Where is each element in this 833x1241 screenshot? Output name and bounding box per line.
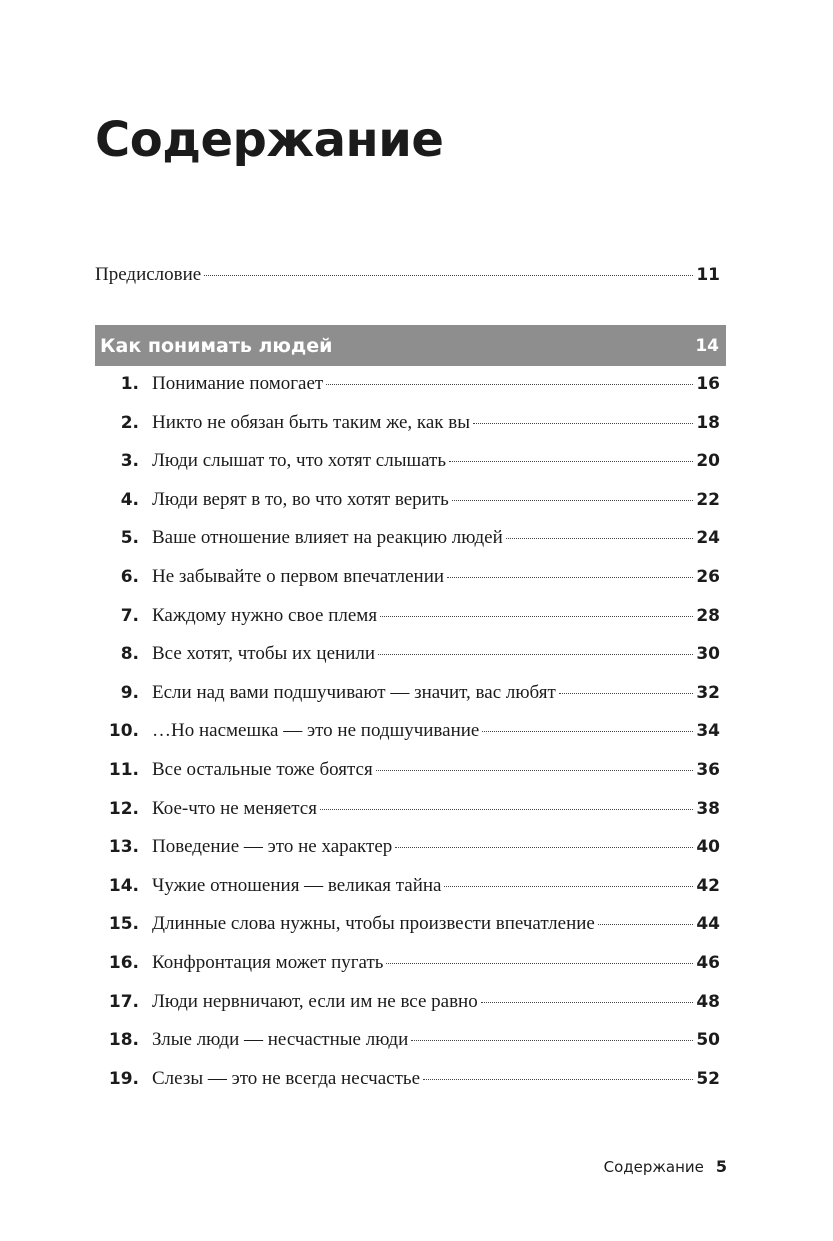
chapter-page: 22: [696, 489, 720, 510]
chapter-title: Никто не обязан быть таким же, как вы: [152, 411, 471, 433]
toc-entry-chapter-12[interactable]: [95, 798, 720, 837]
chapter-title: Ваше отношение влияет на реакцию людей: [152, 527, 503, 549]
toc-entry-chapter-16[interactable]: [95, 952, 720, 991]
chapter-number: 19.: [108, 1068, 139, 1089]
chapter-list: [95, 373, 720, 1106]
toc-entry-chapter-19[interactable]: [95, 1068, 720, 1107]
chapter-page: 50: [696, 1030, 720, 1051]
dot-leader: [598, 924, 693, 925]
section-page: 14: [695, 335, 719, 356]
chapter-number: 13.: [108, 837, 139, 858]
chapter-page: 32: [696, 682, 720, 703]
toc-entry-chapter-4[interactable]: [95, 489, 720, 528]
chapter-number: 5.: [120, 528, 139, 549]
running-footer-title: Содержание: [603, 1158, 704, 1176]
dot-leader: [447, 577, 693, 578]
chapter-number: 2.: [120, 412, 139, 433]
toc-entry-chapter-6[interactable]: [95, 566, 720, 605]
chapter-title: Если над вами подшучивают — значит, вас любят: [152, 681, 556, 703]
chapter-title: Люди верят в то, во что хотят верить: [152, 488, 449, 510]
chapter-title: Поведение — это не характер: [152, 836, 393, 858]
toc-entry-chapter-7[interactable]: [95, 605, 720, 644]
dot-leader: [452, 500, 694, 501]
chapter-number: 4.: [120, 489, 139, 510]
toc-entry-preface[interactable]: [95, 264, 720, 286]
dot-leader: [395, 847, 693, 848]
toc-entry-chapter-10[interactable]: [95, 720, 720, 759]
dot-leader: [449, 461, 693, 462]
toc-entry-chapter-5[interactable]: [95, 527, 720, 566]
dot-leader: [481, 1002, 694, 1003]
chapter-title: Каждому нужно свое племя: [152, 604, 378, 626]
toc-entry-chapter-14[interactable]: [95, 875, 720, 914]
section-header[interactable]: [95, 325, 726, 366]
chapter-page: 20: [696, 451, 720, 472]
toc-entry-title: Предисловие: [95, 264, 202, 285]
chapter-number: 8.: [120, 644, 139, 665]
dot-leader: [482, 731, 693, 732]
dot-leader: [386, 963, 693, 964]
chapter-page: 46: [696, 952, 720, 973]
chapter-page: 16: [696, 374, 720, 394]
chapter-number: 3.: [120, 451, 139, 472]
chapter-number: 12.: [108, 798, 139, 819]
page-footer: [604, 1157, 727, 1176]
dot-leader: [380, 616, 693, 617]
toc-entry-chapter-17[interactable]: [95, 991, 720, 1030]
toc-entry-chapter-8[interactable]: [95, 643, 720, 682]
toc-entry-chapter-18[interactable]: [95, 1029, 720, 1068]
chapter-number: 1.: [120, 374, 139, 394]
dot-leader: [559, 693, 694, 694]
chapter-title: Слезы — это не всегда несчастье: [152, 1067, 421, 1089]
chapter-title: Злые люди — несчастные люди: [152, 1029, 409, 1051]
chapter-page: 30: [696, 644, 720, 665]
chapter-title: Люди слышат то, что хотят слышать: [152, 450, 447, 472]
chapter-number: 17.: [108, 991, 139, 1012]
chapter-number: 11.: [108, 759, 139, 780]
chapter-title: Длинные слова нужны, чтобы произвести впечатление: [152, 913, 595, 935]
chapter-number: 6.: [120, 566, 139, 587]
page-number: 5: [715, 1157, 727, 1176]
toc-entry-chapter-9[interactable]: [95, 682, 720, 721]
chapter-page: 34: [696, 721, 720, 742]
chapter-page: 24: [696, 528, 720, 549]
toc-entry-chapter-11[interactable]: [95, 759, 720, 798]
dot-leader: [204, 275, 693, 276]
chapter-number: 15.: [108, 914, 139, 935]
chapter-page: 40: [696, 837, 720, 858]
dot-leader: [506, 538, 694, 539]
dot-leader: [378, 654, 693, 655]
chapter-page: 38: [696, 798, 720, 819]
chapter-title: Конфронтация может пугать: [152, 951, 384, 973]
chapter-page: 44: [696, 914, 720, 935]
dot-leader: [444, 886, 693, 887]
chapter-page: 28: [696, 605, 720, 626]
dot-leader: [326, 384, 693, 385]
toc-entry-page: 11: [696, 265, 720, 285]
toc-entry-chapter-13[interactable]: [95, 836, 720, 875]
chapter-title: Люди нервничают, если им не все равно: [152, 990, 478, 1012]
chapter-title: Все хотят, чтобы их ценили: [152, 643, 376, 665]
dot-leader: [473, 423, 693, 424]
chapter-page: 48: [696, 991, 720, 1012]
chapter-title: Понимание помогает: [152, 373, 324, 394]
chapter-page: 42: [696, 875, 720, 896]
chapter-number: 18.: [108, 1030, 139, 1051]
chapter-title: Не забывайте о первом впечатлении: [152, 565, 445, 587]
page-title: Содержание: [95, 112, 444, 168]
chapter-number: 14.: [108, 875, 139, 896]
chapter-number: 7.: [120, 605, 139, 626]
chapter-title: …Но насмешка — это не подшучивание: [152, 720, 480, 742]
toc-entry-chapter-3[interactable]: [95, 450, 720, 489]
section-title: Как понимать людей: [100, 334, 333, 357]
dot-leader: [376, 770, 694, 771]
chapter-title: Кое-что не меняется: [152, 797, 317, 819]
chapter-page: 18: [696, 412, 720, 433]
chapter-title: Чужие отношения — великая тайна: [152, 874, 442, 896]
chapter-number: 10.: [108, 721, 139, 742]
chapter-page: 36: [696, 759, 720, 780]
dot-leader: [320, 809, 693, 810]
chapter-page: 26: [696, 566, 720, 587]
toc-entry-chapter-1[interactable]: [95, 373, 720, 412]
dot-leader: [423, 1079, 693, 1080]
chapter-page: 52: [696, 1068, 720, 1089]
chapter-number: 16.: [108, 952, 139, 973]
toc-entry-chapter-15[interactable]: [95, 913, 720, 952]
dot-leader: [411, 1040, 693, 1041]
toc-entry-chapter-2[interactable]: [95, 412, 720, 451]
chapter-title: Все остальные тоже боятся: [152, 758, 373, 780]
chapter-number: 9.: [120, 682, 139, 703]
